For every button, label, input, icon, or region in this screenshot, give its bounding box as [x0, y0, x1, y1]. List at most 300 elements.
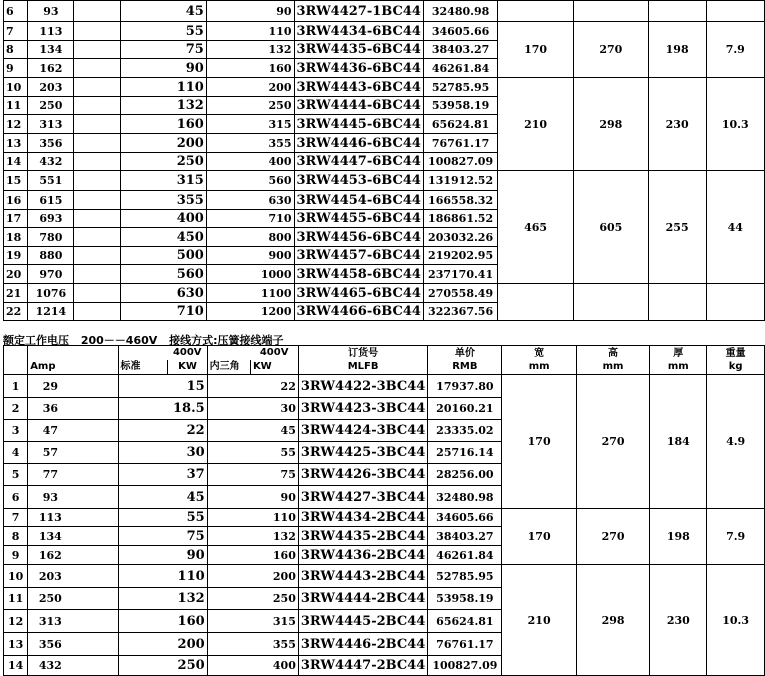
- row-blank: [206, 284, 247, 303]
- row-order-number: 3RW4436-6BC44: [294, 59, 423, 78]
- row-order-number: 3RW4456-6BC44: [294, 228, 423, 247]
- row-index: 12: [4, 115, 28, 134]
- row-kw-standard: 30: [168, 442, 207, 464]
- row-amp: 36: [28, 398, 73, 420]
- row-blank: [207, 486, 250, 509]
- row-price: 65624.81: [428, 610, 502, 633]
- row-amp: 162: [28, 546, 73, 565]
- row-order-number: 3RW4457-6BC44: [294, 247, 423, 265]
- row-index: 19: [4, 247, 28, 265]
- row-kw-standard: 45: [168, 486, 207, 509]
- row-kw-delta: 132: [250, 527, 298, 546]
- row-order-number: 3RW4445-6BC44: [294, 115, 423, 134]
- group-height: 270: [576, 375, 650, 509]
- table-row: [4, 22, 765, 41]
- row-amp: 203: [28, 565, 73, 588]
- voltage-label: 额定工作电压: [3, 334, 69, 347]
- row-blank: [73, 656, 118, 676]
- row-blank: [206, 191, 247, 210]
- row-blank: [206, 59, 247, 78]
- row-order-number: 3RW4455-6BC44: [294, 210, 423, 228]
- width-unit: mm: [528, 360, 550, 372]
- row-blank: [206, 97, 247, 115]
- row-index: 21: [4, 284, 28, 303]
- row-index: 14: [4, 656, 28, 676]
- row-blank: [74, 115, 121, 134]
- row-blank: [206, 78, 247, 97]
- row-blank: [118, 464, 168, 486]
- group-weight: 4.9: [707, 375, 765, 509]
- row-order-number: 3RW4435-6BC44: [294, 41, 423, 59]
- row-kw-standard: 132: [168, 588, 207, 610]
- row-index: 1: [4, 375, 28, 398]
- row-index: 20: [4, 265, 28, 284]
- row-price: 53958.19: [423, 97, 497, 115]
- row-kw-delta: 315: [250, 610, 298, 633]
- row-price: 17937.80: [428, 375, 502, 398]
- row-blank: [73, 509, 118, 527]
- row-order-number: 3RW4447-6BC44: [294, 153, 423, 171]
- row-kw-delta: 900: [247, 247, 294, 265]
- row-blank: [207, 565, 250, 588]
- order-no-label: 订货号: [348, 347, 379, 359]
- row-kw-delta: 22: [250, 375, 298, 398]
- row-amp: 29: [28, 375, 73, 398]
- row-blank: [73, 588, 118, 610]
- row-price: 32480.98: [423, 1, 497, 22]
- row-blank: [118, 509, 168, 527]
- row-blank: [207, 420, 250, 442]
- row-index: 13: [4, 134, 28, 153]
- row-kw-standard: 55: [121, 22, 207, 41]
- group-depth: 230: [648, 78, 706, 171]
- row-blank: [74, 1, 121, 22]
- row-amp: 47: [28, 420, 73, 442]
- row-kw-delta: 250: [247, 97, 294, 115]
- row-price: 38403.27: [428, 527, 502, 546]
- row-price: 166558.32: [423, 191, 497, 210]
- row-kw-standard: 110: [168, 565, 207, 588]
- row-kw-standard: 500: [121, 247, 207, 265]
- group-weight: 7.9: [706, 22, 764, 78]
- row-kw-delta: 400: [250, 656, 298, 676]
- row-amp: 203: [28, 78, 74, 97]
- row-amp: 57: [28, 442, 73, 464]
- row-blank: [206, 153, 247, 171]
- row-amp: 880: [28, 247, 74, 265]
- group-width: 170: [502, 509, 576, 565]
- group-depth: 198: [648, 22, 706, 78]
- header-depth: [650, 346, 707, 375]
- group-width: 465: [498, 171, 574, 284]
- row-price: 25716.14: [428, 442, 502, 464]
- group-height: 298: [573, 78, 648, 171]
- row-kw-delta: 200: [250, 565, 298, 588]
- row-kw-delta: 55: [250, 442, 298, 464]
- row-kw-delta: 110: [250, 509, 298, 527]
- row-kw-standard: 450: [121, 228, 207, 247]
- row-price: 52785.95: [423, 78, 497, 97]
- row-blank: [118, 610, 168, 633]
- row-blank: [206, 41, 247, 59]
- row-index: 4: [4, 442, 28, 464]
- row-blank: [207, 464, 250, 486]
- rmb-label: RMB: [452, 360, 478, 372]
- header-width: [502, 346, 576, 375]
- row-blank: [74, 303, 121, 321]
- header-blank: [118, 346, 168, 360]
- row-blank: [74, 59, 121, 78]
- row-kw-delta: 400: [247, 153, 294, 171]
- row-blank: [118, 398, 168, 420]
- row-index: 7: [4, 509, 28, 527]
- weight-label: 重量: [725, 347, 746, 359]
- group-weight: 44: [706, 171, 764, 284]
- row-blank: [74, 78, 121, 97]
- row-index: 7: [4, 22, 28, 41]
- row-kw-standard: 132: [121, 97, 207, 115]
- header-blank: [4, 346, 28, 360]
- row-blank: [207, 633, 250, 656]
- row-price: 270558.49: [423, 284, 497, 303]
- row-index: 6: [4, 1, 28, 22]
- row-order-number: 3RW4443-6BC44: [294, 78, 423, 97]
- row-amp: 356: [28, 633, 73, 656]
- row-kw-delta: 30: [250, 398, 298, 420]
- row-blank: [73, 527, 118, 546]
- header-height: [576, 346, 650, 375]
- row-kw-standard: 200: [121, 134, 207, 153]
- row-index: 2: [4, 398, 28, 420]
- row-price: 34605.66: [428, 509, 502, 527]
- row-kw-standard: 400: [121, 210, 207, 228]
- row-kw-delta: 1000: [247, 265, 294, 284]
- row-blank: [74, 41, 121, 59]
- table-row: [4, 78, 765, 97]
- header-kw-standard: KW: [168, 360, 207, 375]
- row-blank: [74, 210, 121, 228]
- group-width: 170: [498, 22, 574, 78]
- row-index: 17: [4, 210, 28, 228]
- row-blank: [206, 22, 247, 41]
- row-blank: [118, 633, 168, 656]
- row-amp: 313: [28, 610, 73, 633]
- table-row: [4, 284, 765, 303]
- mlfb-label: MLFB: [347, 360, 379, 372]
- row-kw-standard: 630: [121, 284, 207, 303]
- table-row: [4, 565, 765, 588]
- row-index: 16: [4, 191, 28, 210]
- header-row-1: [4, 346, 765, 360]
- row-amp: 113: [28, 509, 73, 527]
- header-price: [428, 346, 502, 375]
- row-order-number: 3RW4454-6BC44: [294, 191, 423, 210]
- row-blank: [73, 486, 118, 509]
- header-blank: [73, 360, 118, 375]
- row-kw-delta: 630: [247, 191, 294, 210]
- row-price: 237170.41: [423, 265, 497, 284]
- row-kw-delta: 90: [250, 486, 298, 509]
- row-blank: [73, 633, 118, 656]
- price-label: 单价: [454, 347, 475, 359]
- row-price: 38403.27: [423, 41, 497, 59]
- row-blank: [207, 398, 250, 420]
- row-kw-delta: 132: [247, 41, 294, 59]
- row-blank: [206, 171, 247, 191]
- row-price: 76761.17: [423, 134, 497, 153]
- row-kw-delta: 355: [247, 134, 294, 153]
- row-kw-delta: 710: [247, 210, 294, 228]
- row-order-number: 3RW4422-3BC44: [298, 375, 427, 398]
- row-index: 11: [4, 588, 28, 610]
- row-blank: [118, 442, 168, 464]
- wiring-label: 接线方式:压簧接线端子: [169, 334, 284, 347]
- row-blank: [206, 115, 247, 134]
- row-amp: 1214: [28, 303, 74, 321]
- row-kw-standard: 160: [121, 115, 207, 134]
- row-blank: [118, 588, 168, 610]
- row-index: 10: [4, 565, 28, 588]
- row-blank: [118, 546, 168, 565]
- row-blank: [74, 247, 121, 265]
- row-kw-delta: 1100: [247, 284, 294, 303]
- row-blank: [73, 546, 118, 565]
- header-blank: [73, 346, 118, 360]
- header-weight: [707, 346, 765, 375]
- row-order-number: 3RW4446-2BC44: [298, 633, 427, 656]
- header-kw-delta: KW: [250, 360, 298, 375]
- row-amp: 615: [28, 191, 74, 210]
- row-price: 34605.66: [423, 22, 497, 41]
- row-kw-delta: 355: [250, 633, 298, 656]
- group-height: 270: [573, 22, 648, 78]
- row-price: 52785.95: [428, 565, 502, 588]
- row-price: 46261.84: [428, 546, 502, 565]
- row-amp: 693: [28, 210, 74, 228]
- row-blank: [73, 610, 118, 633]
- row-price: 100827.09: [428, 656, 502, 676]
- row-kw-standard: 250: [121, 153, 207, 171]
- row-kw-delta: 90: [247, 1, 294, 22]
- row-price: 322367.56: [423, 303, 497, 321]
- row-blank: [74, 22, 121, 41]
- row-index: 10: [4, 78, 28, 97]
- row-kw-standard: 355: [121, 191, 207, 210]
- row-index: 15: [4, 171, 28, 191]
- row-index: 12: [4, 610, 28, 633]
- row-kw-standard: 18.5: [168, 398, 207, 420]
- row-amp: 432: [28, 656, 73, 676]
- row-kw-standard: 315: [121, 171, 207, 191]
- row-kw-delta: 315: [247, 115, 294, 134]
- row-price: 32480.98: [428, 486, 502, 509]
- group-weight: 7.9: [707, 509, 765, 565]
- row-kw-standard: 55: [168, 509, 207, 527]
- row-kw-delta: 160: [247, 59, 294, 78]
- row-amp: 250: [28, 97, 74, 115]
- row-price: 46261.84: [423, 59, 497, 78]
- row-kw-delta: 250: [250, 588, 298, 610]
- group-height: 270: [576, 509, 650, 565]
- header-inside-delta: 内三角: [207, 360, 250, 375]
- depth-label: 厚: [673, 347, 684, 359]
- row-index: 18: [4, 228, 28, 247]
- row-amp: 356: [28, 134, 74, 153]
- row-order-number: 3RW4426-3BC44: [298, 464, 427, 486]
- group-width-empty: [498, 284, 574, 321]
- row-kw-standard: 560: [121, 265, 207, 284]
- header-amp: Amp: [28, 360, 73, 375]
- row-amp: 432: [28, 153, 74, 171]
- row-blank: [74, 265, 121, 284]
- row-order-number: 3RW4424-3BC44: [298, 420, 427, 442]
- row-blank: [73, 565, 118, 588]
- row-order-number: 3RW4466-6BC44: [294, 303, 423, 321]
- height-unit: mm: [602, 360, 624, 372]
- group-height-empty: [573, 1, 648, 22]
- row-order-number: 3RW4445-2BC44: [298, 610, 427, 633]
- group-depth: 198: [650, 509, 707, 565]
- group-width: 210: [498, 78, 574, 171]
- group-weight-empty: [706, 1, 764, 22]
- row-kw-delta: 110: [247, 22, 294, 41]
- group-depth-empty: [648, 1, 706, 22]
- row-price: 28256.00: [428, 464, 502, 486]
- row-kw-delta: 75: [250, 464, 298, 486]
- row-order-number: 3RW4427-1BC44: [294, 1, 423, 22]
- starter-table-bottom: [3, 345, 765, 676]
- depth-unit: mm: [667, 360, 689, 372]
- starter-table-top: [3, 0, 765, 321]
- row-amp: 113: [28, 22, 74, 41]
- row-price: 53958.19: [428, 588, 502, 610]
- row-amp: 134: [28, 527, 73, 546]
- row-blank: [118, 420, 168, 442]
- row-blank: [206, 228, 247, 247]
- row-index: 22: [4, 303, 28, 321]
- row-amp: 134: [28, 41, 74, 59]
- row-order-number: 3RW4435-2BC44: [298, 527, 427, 546]
- row-blank: [74, 171, 121, 191]
- row-order-number: 3RW4425-3BC44: [298, 442, 427, 464]
- row-blank: [74, 97, 121, 115]
- row-blank: [207, 546, 250, 565]
- header-blank: [207, 346, 250, 360]
- table-row: [4, 375, 765, 398]
- height-label: 高: [608, 347, 619, 359]
- row-kw-standard: 710: [121, 303, 207, 321]
- row-blank: [207, 610, 250, 633]
- row-index: 6: [4, 486, 28, 509]
- row-price: 219202.95: [423, 247, 497, 265]
- group-depth: 184: [650, 375, 707, 509]
- group-depth-empty: [648, 284, 706, 321]
- group-weight: 10.3: [706, 78, 764, 171]
- row-order-number: 3RW4427-3BC44: [298, 486, 427, 509]
- row-kw-standard: 15: [168, 375, 207, 398]
- row-blank: [118, 565, 168, 588]
- row-index: 3: [4, 420, 28, 442]
- row-price: 131912.52: [423, 171, 497, 191]
- row-blank: [73, 398, 118, 420]
- row-blank: [73, 375, 118, 398]
- row-price: 186861.52: [423, 210, 497, 228]
- row-order-number: 3RW4446-6BC44: [294, 134, 423, 153]
- row-blank: [74, 134, 121, 153]
- group-width-empty: [498, 1, 574, 22]
- row-blank: [73, 464, 118, 486]
- row-blank: [118, 656, 168, 676]
- row-price: 23335.02: [428, 420, 502, 442]
- header-400v-delta: 400V: [250, 346, 298, 360]
- header-order-no: [298, 346, 427, 375]
- row-price: 76761.17: [428, 633, 502, 656]
- group-depth: 255: [648, 171, 706, 284]
- row-kw-delta: 1200: [247, 303, 294, 321]
- row-kw-standard: 160: [168, 610, 207, 633]
- table-row: [4, 171, 765, 191]
- row-amp: 1076: [28, 284, 74, 303]
- row-blank: [206, 134, 247, 153]
- row-order-number: 3RW4447-2BC44: [298, 656, 427, 676]
- width-label: 宽: [534, 347, 545, 359]
- row-order-number: 3RW4436-2BC44: [298, 546, 427, 565]
- row-blank: [73, 442, 118, 464]
- row-price: 100827.09: [423, 153, 497, 171]
- row-index: 11: [4, 97, 28, 115]
- row-kw-standard: 110: [121, 78, 207, 97]
- row-kw-delta: 45: [250, 420, 298, 442]
- row-blank: [206, 1, 247, 22]
- row-index: 8: [4, 527, 28, 546]
- row-kw-standard: 22: [168, 420, 207, 442]
- row-price: 65624.81: [423, 115, 497, 134]
- row-blank: [74, 228, 121, 247]
- row-order-number: 3RW4423-3BC44: [298, 398, 427, 420]
- row-index: 9: [4, 59, 28, 78]
- row-kw-standard: 90: [168, 546, 207, 565]
- group-width: 210: [502, 565, 576, 676]
- row-blank: [206, 303, 247, 321]
- row-amp: 250: [28, 588, 73, 610]
- header-400v-standard: 400V: [168, 346, 207, 360]
- row-price: 203032.26: [423, 228, 497, 247]
- row-amp: 162: [28, 59, 74, 78]
- row-order-number: 3RW4434-2BC44: [298, 509, 427, 527]
- row-blank: [74, 191, 121, 210]
- row-kw-standard: 75: [121, 41, 207, 59]
- header-blank: [28, 346, 73, 360]
- row-kw-delta: 800: [247, 228, 294, 247]
- row-blank: [207, 656, 250, 676]
- row-index: 14: [4, 153, 28, 171]
- row-index: 8: [4, 41, 28, 59]
- row-kw-standard: 75: [168, 527, 207, 546]
- row-order-number: 3RW4458-6BC44: [294, 265, 423, 284]
- row-price: 20160.21: [428, 398, 502, 420]
- row-blank: [74, 284, 121, 303]
- row-index: 9: [4, 546, 28, 565]
- row-kw-standard: 90: [121, 59, 207, 78]
- group-height-empty: [573, 284, 648, 321]
- row-order-number: 3RW4434-6BC44: [294, 22, 423, 41]
- row-blank: [206, 210, 247, 228]
- row-order-number: 3RW4453-6BC44: [294, 171, 423, 191]
- row-blank: [207, 588, 250, 610]
- row-kw-standard: 250: [168, 656, 207, 676]
- row-order-number: 3RW4465-6BC44: [294, 284, 423, 303]
- row-blank: [207, 509, 250, 527]
